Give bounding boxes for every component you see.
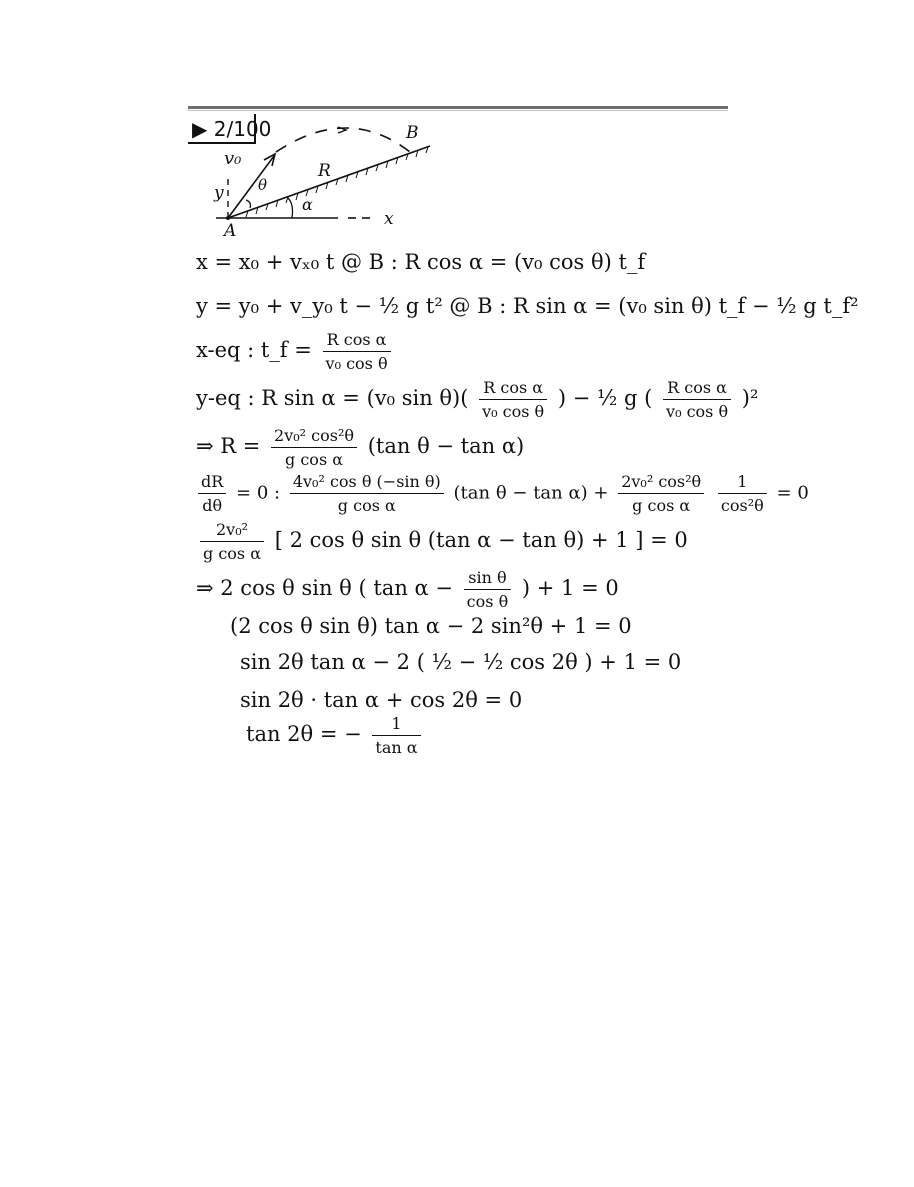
equation-line-1: x = x₀ + vₓ₀ t @ B : R cos α = (v₀ cos θ) t_f [196,250,646,274]
line-12-fraction [372,714,420,757]
line-4-tail: )² [741,386,759,410]
line-6-b: (tan θ − tan α) + [453,482,609,504]
line-5-tail: (tan θ − tan α) [367,434,525,458]
y-eq-den-1: v₀ cos θ [479,399,547,421]
line-5-lead: ⇒ R = [196,434,261,458]
line-7-body: [ 2 cos θ sin θ (tan α − tan θ) + 1 ] = 0 [274,528,688,552]
equation-line-6 [194,472,809,515]
line-3-lead: x-eq : t_f = [196,338,312,362]
dR-numerator: dR [201,472,224,491]
line-4-mid: ) − ½ g ( [557,386,653,410]
dR-dtheta-fraction [198,472,226,515]
line-8-lead: ⇒ 2 cos θ sin θ ( tan α − [196,576,453,600]
line-6-c: = 0 [776,482,809,504]
deriv-num-1: 4v₀² cos θ (−sin θ) [292,472,441,491]
label-alpha: α [302,195,313,214]
deriv-den-2: g cos α [618,493,704,515]
equation-line-3 [196,330,395,373]
R-fraction [271,426,357,469]
derivative-fraction-3 [718,472,767,515]
line-12-num: 1 [391,714,402,733]
tf-fraction [323,330,391,373]
deriv-den-3: cos²θ [718,493,767,515]
equation-line-8 [196,568,619,611]
y-eq-num-2: R cos α [667,378,727,397]
label-R: R [318,161,331,181]
tf-numerator: R cos α [326,330,387,349]
tf-denominator: v₀ cos θ [323,351,391,373]
line-7-den: g cos α [200,541,264,563]
alpha-arc [288,198,293,218]
line-6-a: = 0 : [236,482,281,504]
equation-line-12 [246,714,425,757]
deriv-num-3: 1 [737,472,748,491]
line-8-num: sin θ [468,568,507,587]
R-denominator: g cos α [271,447,357,469]
label-v0: v₀ [224,148,242,169]
line-8-fraction [464,568,512,611]
line-7-fraction [200,520,264,563]
line-4-lead: y-eq : R sin α = (v₀ sin θ)( [196,386,469,410]
y-eq-num-1: R cos α [483,378,544,397]
deriv-den-1: g cos α [290,493,444,515]
line-8-den: cos θ [464,589,512,611]
line-8-tail: ) + 1 = 0 [521,576,619,600]
line-12-den: tan α [372,735,420,757]
label-B: B [406,123,419,143]
y-eq-fraction-1 [479,378,547,421]
theta-arc [246,200,251,208]
label-y: y [214,183,224,203]
derivative-fraction-1 [290,472,444,515]
equation-line-2: y = y₀ + v_y₀ t − ½ g t² @ B : R sin α = (v₀ sin θ) t_f − ½ g t_f² [196,294,859,318]
projectile-incline-diagram [188,118,448,238]
label-theta: θ [258,176,268,194]
equation-line-9: (2 cos θ sin θ) tan α − 2 sin²θ + 1 = 0 [230,614,632,638]
label-x: x [384,209,394,229]
top-rule [188,106,728,109]
equation-line-7 [196,520,688,563]
equation-line-5 [196,426,524,469]
equation-line-4 [196,378,758,421]
deriv-num-2: 2v₀² cos²θ [621,472,702,491]
top-rule-shadow [188,110,728,111]
equation-line-10: sin 2θ tan α − 2 ( ½ − ½ cos 2θ ) + 1 = 0 [240,650,682,674]
line-7-num: 2v₀² [215,520,249,539]
equation-line-11: sin 2θ · tan α + cos 2θ = 0 [240,688,523,712]
derivative-fraction-2 [618,472,704,515]
play-marker-icon: ▶ [192,117,208,141]
dtheta-denominator: dθ [198,493,226,515]
problem-number: 2/100 [213,117,272,141]
line-12-lead: tan 2θ = − [246,722,362,746]
R-numerator: 2v₀² cos²θ [274,426,355,445]
y-eq-den-2: v₀ cos θ [663,399,731,421]
y-eq-fraction-2 [663,378,731,421]
label-A: A [224,221,237,238]
